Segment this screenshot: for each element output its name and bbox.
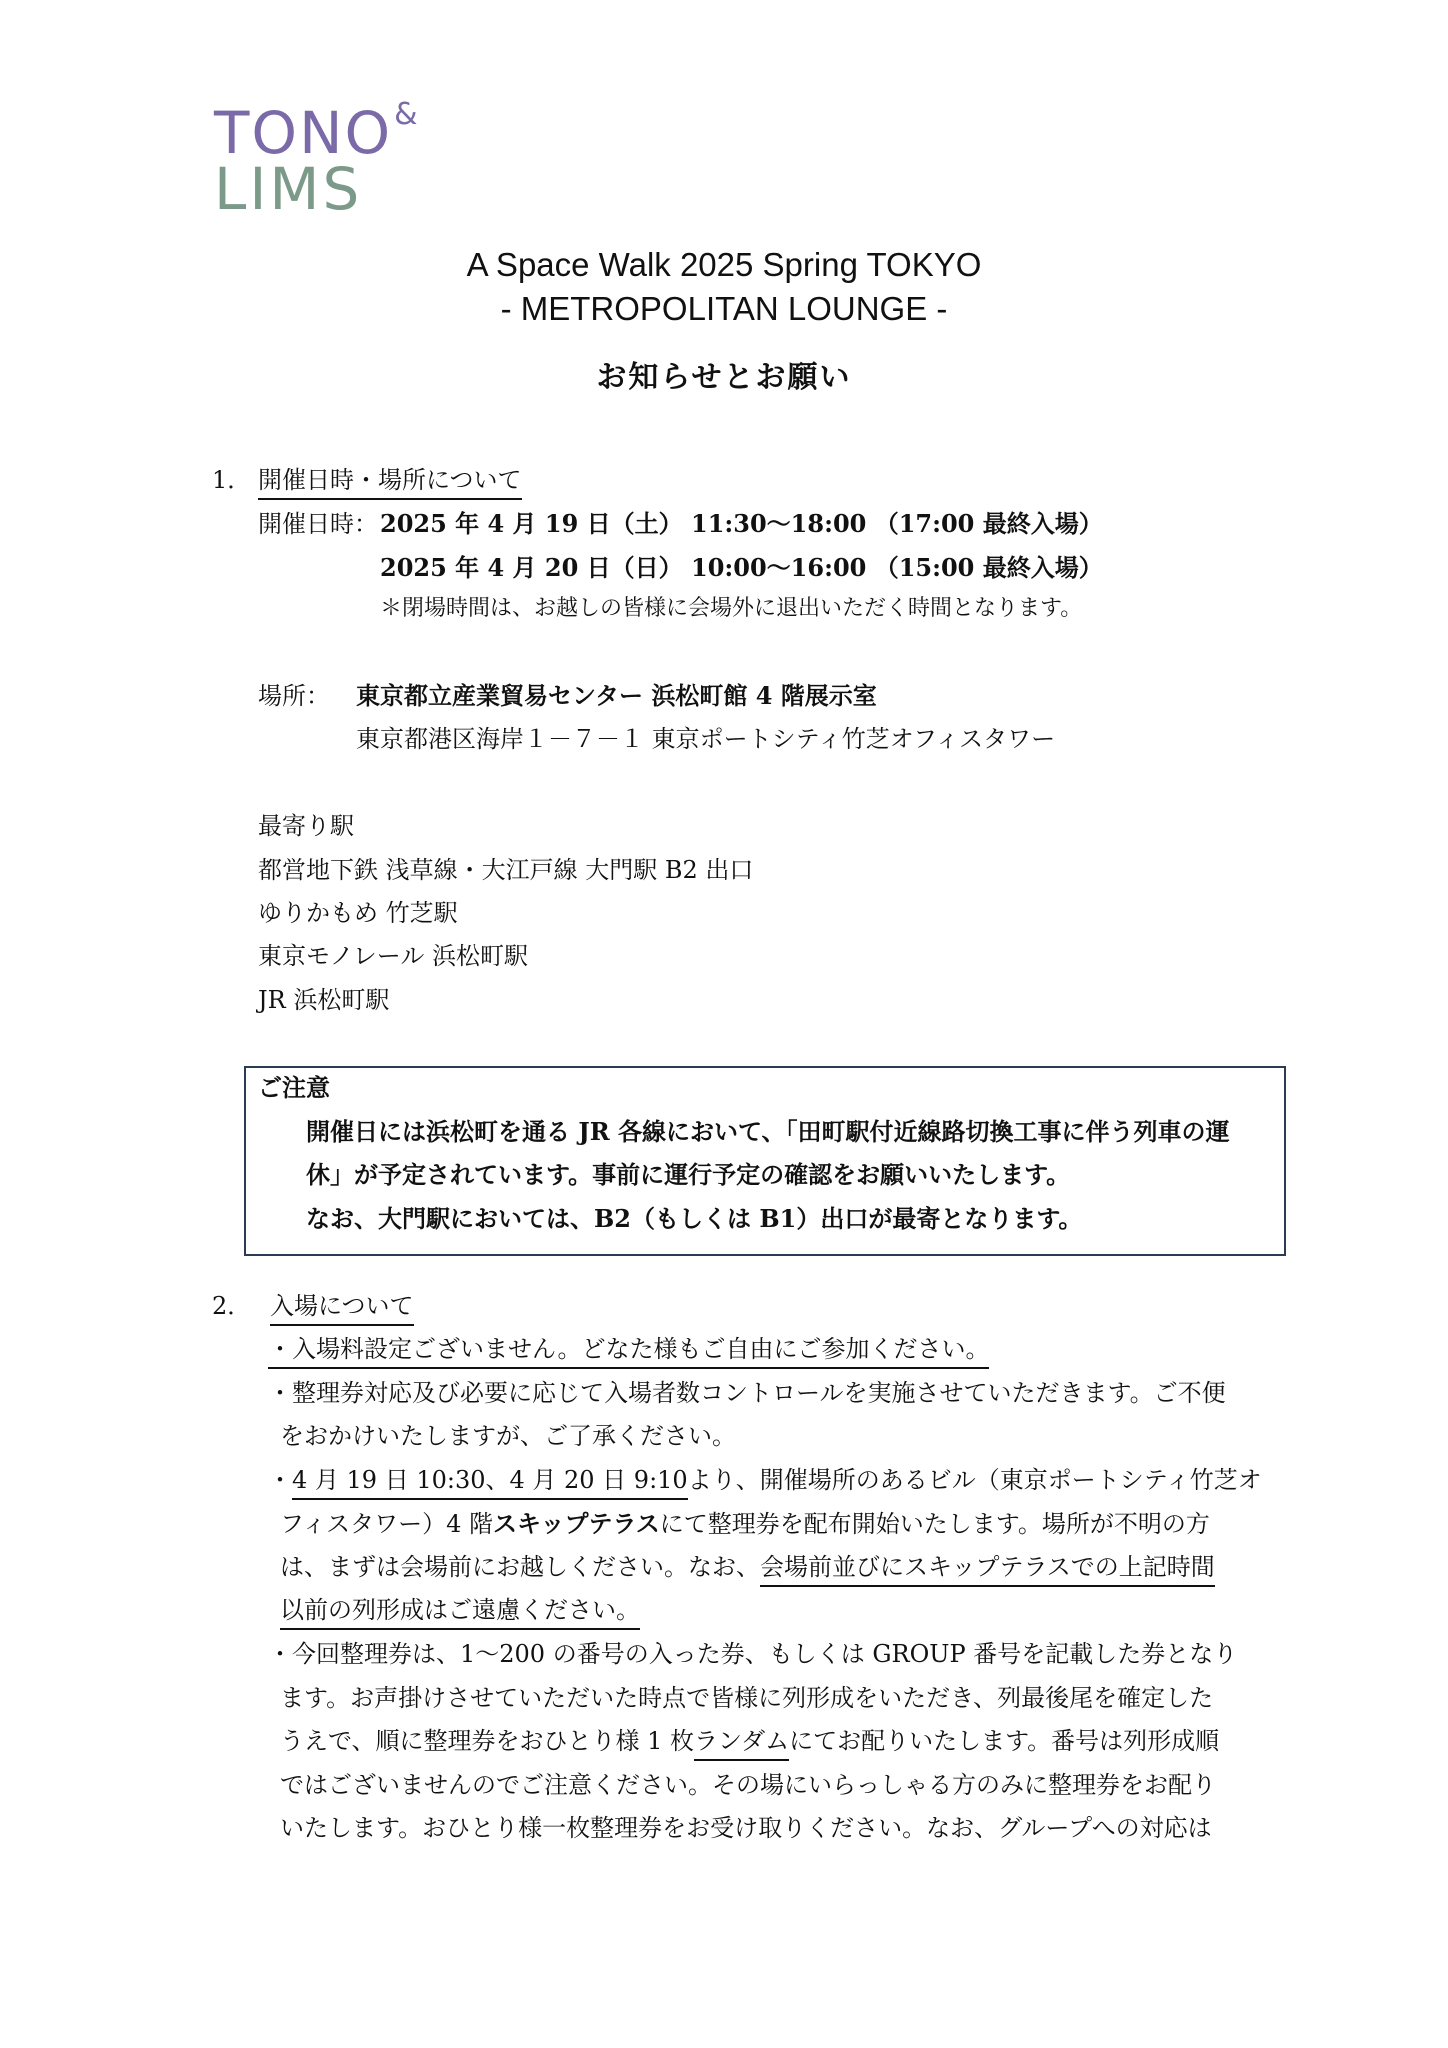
event-subtitle: - METROPOLITAN LOUNGE - xyxy=(500,290,948,327)
logo-line2: LIMS xyxy=(214,155,363,223)
date-day2: 2025 年 4 月 20 日（日） 10:00～16:00 （15:00 最終入場） xyxy=(380,553,1103,582)
date-label: 開催日時： xyxy=(258,510,378,538)
random-note: ランダム xyxy=(694,1727,789,1761)
bullet-text: をおかけいたしますが、ご了承ください。 xyxy=(280,1422,736,1450)
bullet-text: ・今回整理券は、1～200 の番号の入った券、もしくは GROUP 番号を記載した券となり xyxy=(268,1640,1238,1668)
notice-line: 休」が予定されています。事前に運行予定の確認をお願いいたします。 xyxy=(306,1160,1071,1189)
event-title: A Space Walk 2025 Spring TOKYO xyxy=(466,246,982,283)
section2-heading: 入場について xyxy=(270,1292,414,1326)
section1-number: 1． xyxy=(212,466,252,494)
document-title: お知らせとお願い xyxy=(596,360,852,395)
bullet-text: より、開催場所のあるビル（東京ポートシティ竹芝オ xyxy=(687,1466,1262,1494)
place-address: 東京都港区海岸１－７－１ 東京ポートシティ竹芝オフィスタワー xyxy=(356,725,1056,753)
bullet-text: ます。お声掛けさせていただいた時点で皆様に列形成をいただき、列最後尾を確定した xyxy=(280,1684,1214,1712)
bullet-text: は、まずは会場前にお越しください。なお、 xyxy=(280,1553,760,1581)
queue-warning-cont: 以前の列形成はご遠慮ください。 xyxy=(280,1596,640,1630)
place-name: 東京都立産業貿易センター 浜松町館 4 階展示室 xyxy=(356,681,877,710)
section2-number: 2． xyxy=(212,1292,252,1320)
company-logo xyxy=(214,97,420,223)
bullet-text: ではございませんのでご注意ください。その場にいらっしゃる方のみに整理券をお配り xyxy=(280,1771,1216,1799)
station-item: 都営地下鉄 浅草線・大江戸線 大門駅 B2 出口 xyxy=(258,856,754,884)
logo-ampersand: & xyxy=(394,97,420,132)
bullet-text: フィスタワー）4 階 xyxy=(280,1510,493,1538)
bullet-mark: ・ xyxy=(268,1466,292,1494)
bullet-text: うえで、順に整理券をおひとり様 1 枚 xyxy=(280,1727,695,1755)
notice-line: なお、大門駅においては、B2（もしくは B1）出口が最寄となります。 xyxy=(306,1204,1083,1233)
bullet-text: にて整理券を配布開始いたします。場所が不明の方 xyxy=(659,1510,1210,1538)
section1-heading: 開催日時・場所について xyxy=(258,466,522,500)
queue-warning: 会場前並びにスキップテラスでの上記時間 xyxy=(760,1553,1215,1587)
bullet-text: にてお配りいたします。番号は列形成順 xyxy=(789,1727,1220,1755)
ticket-times: 4 月 19 日 10:30、4 月 20 日 9:10 xyxy=(292,1466,688,1500)
station-item: 東京モノレール 浜松町駅 xyxy=(258,942,528,970)
stations-heading: 最寄り駅 xyxy=(258,812,354,840)
station-item: JR 浜松町駅 xyxy=(258,986,390,1014)
station-item: ゆりかもめ 竹芝駅 xyxy=(258,899,458,927)
date-note: ＊閉場時間は、お越しの皆様に会場外に退出いただく時間となります。 xyxy=(380,596,1083,621)
notice-heading: ご注意 xyxy=(258,1073,330,1102)
place-label: 場所： xyxy=(258,682,330,710)
skip-terrace: スキップテラス xyxy=(492,1509,660,1538)
bullet-free-entry: ・入場料設定ございません。どなた様もご自由にご参加ください。 xyxy=(268,1335,989,1369)
date-day1: 2025 年 4 月 19 日（土） 11:30～18:00 （17:00 最終入場） xyxy=(380,509,1103,538)
notice-line: 開催日には浜松町を通る JR 各線において、「田町駅付近線路切換工事に伴う列車の運 xyxy=(306,1117,1230,1146)
bullet-text: いたします。おひとり様一枚整理券をお受け取りください。なお、グループへの対応は xyxy=(280,1814,1212,1842)
logo-line1: TONO xyxy=(214,99,393,167)
bullet-text: ・整理券対応及び必要に応じて入場者数コントロールを実施させていただきます。ご不便 xyxy=(268,1379,1226,1407)
